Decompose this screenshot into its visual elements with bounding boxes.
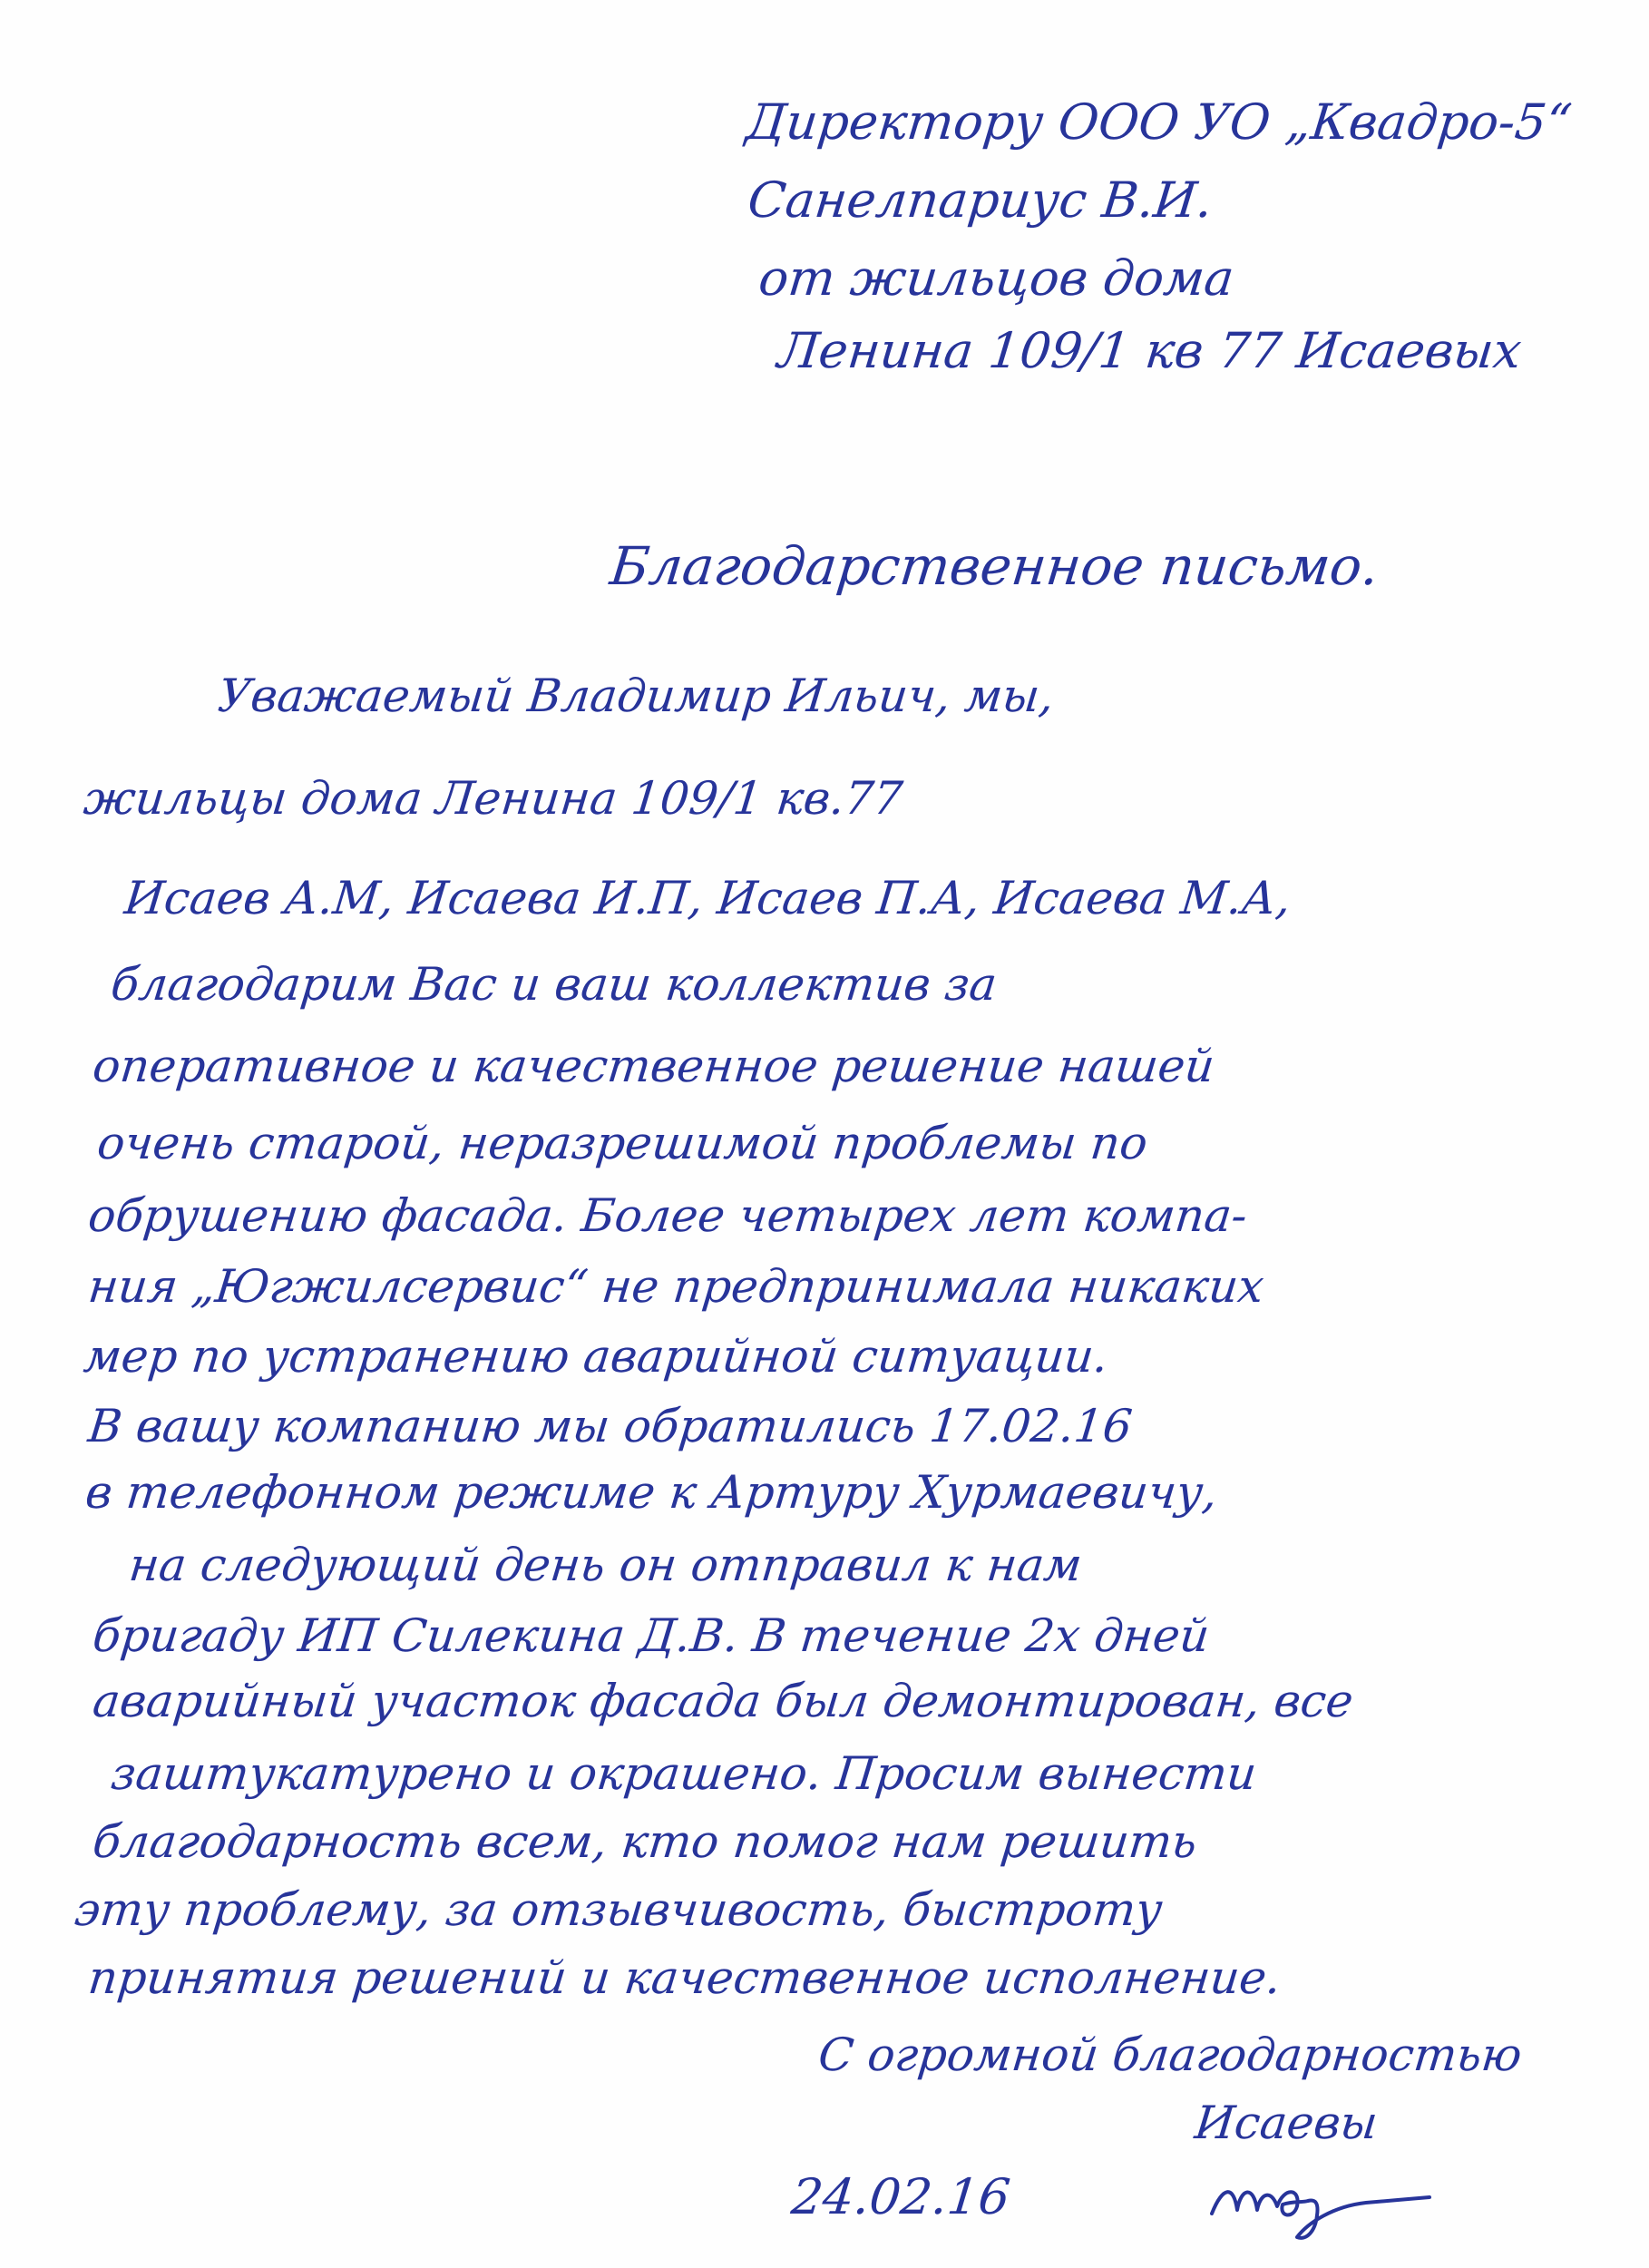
body-line: благодарим Вас и ваш коллектив за xyxy=(108,958,1000,1011)
body-line: заштукатурено и окрашено. Просим вынести xyxy=(108,1747,1260,1800)
body-line: обрушению фасада. Более четырех лет компа- xyxy=(85,1189,1250,1242)
header-line-addressee: Директору ООО УО „Квадро-5“ xyxy=(743,93,1575,151)
body-line: Исаев А.М, Исаева И.П, Исаев П.А, Исаева М.А, xyxy=(122,872,1293,924)
closing-line: С огромной благодарностью xyxy=(815,2028,1525,2081)
body-line: благодарность всем, кто помог нам решить xyxy=(90,1815,1200,1868)
body-line: эту проблему, за отзывчивость, быстроту xyxy=(72,1883,1166,1936)
body-line: бригаду ИП Силекина Д.В. В течение 2х дней xyxy=(90,1609,1213,1662)
header-line-from: от жильцов дома xyxy=(756,249,1237,307)
signature-name: Исаевы xyxy=(1192,2097,1381,2149)
body-line: оперативное и качественное решение нашей xyxy=(90,1040,1217,1092)
header-line-director-name: Санелпариус В.И. xyxy=(745,171,1215,229)
body-line: очень старой, неразрешимой проблемы по xyxy=(94,1117,1150,1169)
body-line: Уважаемый Владимир Ильич, мы, xyxy=(215,670,1057,722)
body-line: ния „Югжилсервис“ не предпринимала никаких xyxy=(85,1260,1267,1313)
body-line: на следующий день он отправил к нам xyxy=(126,1539,1085,1591)
handwritten-signature xyxy=(1206,2150,1442,2250)
header-line-address: Ленина 109/1 кв 77 Исаевых xyxy=(775,322,1525,379)
body-line: жильцы дома Ленина 109/1 кв.77 xyxy=(81,772,905,825)
body-line: мер по устранению аварийной ситуации. xyxy=(81,1330,1111,1383)
body-line: аварийный участок фасада был демонтирован, все xyxy=(90,1675,1356,1727)
letter-date: 24.02.16 xyxy=(788,2168,1013,2225)
body-line: В вашу компанию мы обратились 17.02.16 xyxy=(85,1400,1135,1452)
letter-title: Благодарственное письмо. xyxy=(607,535,1382,597)
body-line: принятия решений и качественное исполнение. xyxy=(85,1951,1284,2004)
body-line: в телефонном режиме к Артуру Хурмаевичу, xyxy=(83,1466,1220,1519)
